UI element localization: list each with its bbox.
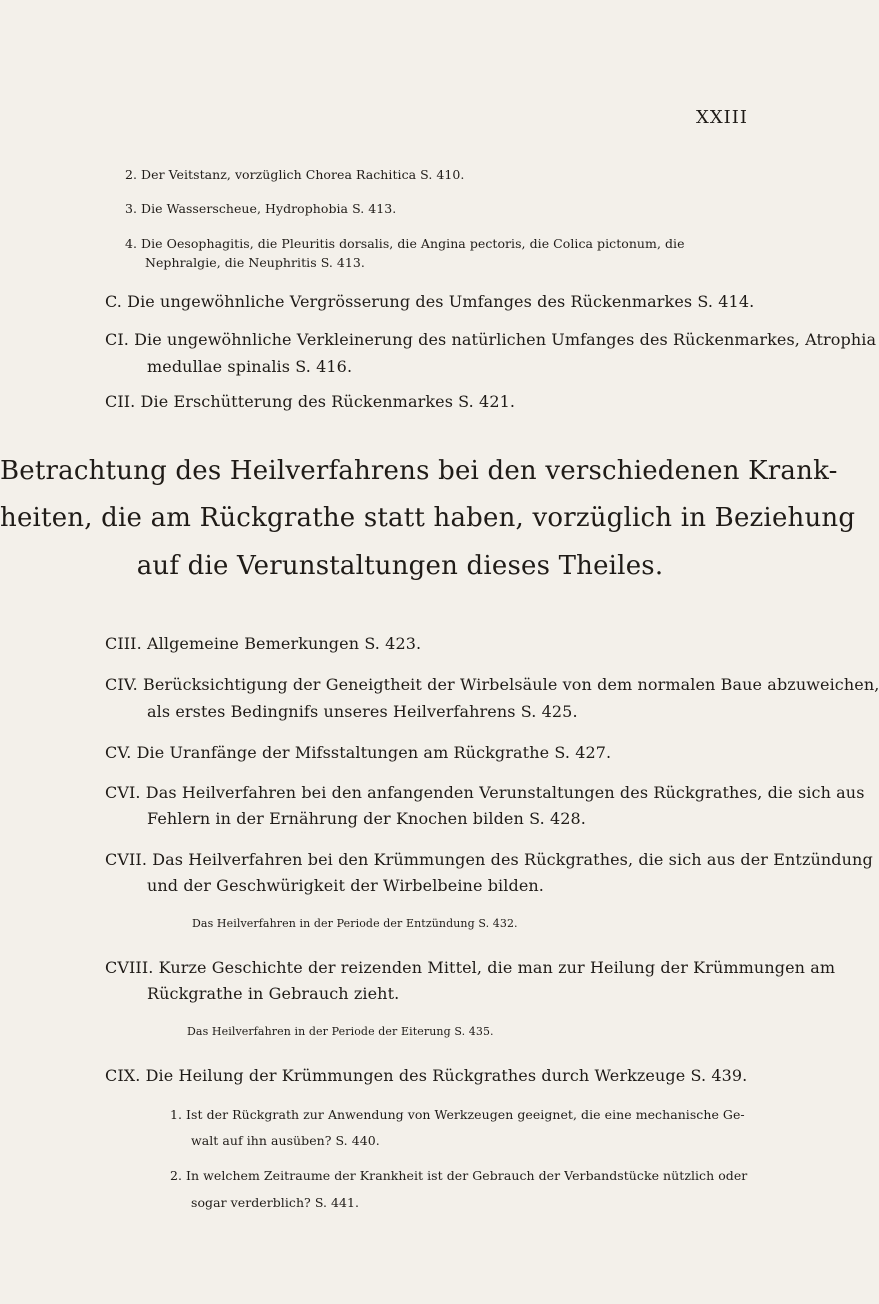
section-civ-line-2: als erstes Bedingnifs unseres Heilverfahrens S. 425.	[147, 702, 578, 721]
page-title-line-1: Betrachtung des Heilverfahrens bei den verschiedenen Krank-	[0, 456, 838, 486]
section-civ-line-1: CIV. Berücksichtigung der Geneigtheit der Wirbelsäule von dem normalen Baue abzuweichen,	[105, 675, 879, 694]
top-item-2: 2. Der Veitstanz, vorzüglich Chorea Rachitica S. 410.	[125, 167, 465, 182]
section-cix-item-1-line-2: walt auf ihn ausüben? S. 440.	[191, 1133, 380, 1148]
top-item-3: 3. Die Wasserscheue, Hydrophobia S. 413.	[125, 201, 397, 216]
section-cix-item-2-line-2: sogar verderblich? S. 441.	[191, 1195, 360, 1210]
section-cviii-subhead: Das Heilverfahren in der Periode der Eiterung S. 435.	[187, 1025, 494, 1038]
section-cii: CII. Die Erschütterung des Rückenmarkes S. 421.	[105, 392, 516, 411]
section-ci-line-1: CI. Die ungewöhnliche Verkleinerung des natürlichen Umfanges des Rückenmarkes, Atrophia	[105, 330, 877, 349]
section-cvii-subhead: Das Heilverfahren in der Periode der Entzündung S. 432.	[192, 917, 518, 930]
page-title-line-3: auf die Verunstaltungen dieses Theiles.	[136, 551, 664, 581]
section-cix: CIX. Die Heilung der Krümmungen des Rückgrathes durch Werkzeuge S. 439.	[105, 1066, 748, 1085]
section-cviii-line-1: CVIII. Kurze Geschichte der reizenden Mittel, die man zur Heilung der Krümmungen am	[105, 958, 836, 977]
section-cvii-line-2: und der Geschwürigkeit der Wirbelbeine bilden.	[147, 876, 544, 895]
section-cv: CV. Die Uranfänge der Mifsstaltungen am Rückgrathe S. 427.	[105, 743, 612, 762]
section-cvi-line-1: CVI. Das Heilverfahren bei den anfangenden Verunstaltungen des Rückgrathes, die sich aus	[105, 783, 865, 802]
top-item-4-line-1: 4. Die Oesophagitis, die Pleuritis dorsalis, die Angina pectoris, die Colica pictonum, die	[125, 236, 685, 251]
section-ciii: CIII. Allgemeine Bemerkungen S. 423.	[105, 634, 422, 653]
top-item-4-line-2: Nephralgie, die Neuphritis S. 413.	[145, 255, 365, 270]
page-number: XXIII	[696, 107, 748, 128]
section-cviii-line-2: Rückgrathe in Gebrauch zieht.	[147, 984, 400, 1003]
section-cix-item-2-line-1: 2. In welchem Zeitraume der Krankheit ist der Gebrauch der Verbandstücke nützlich oder	[170, 1168, 748, 1183]
section-cvii-line-1: CVII. Das Heilverfahren bei den Krümmungen des Rückgrathes, die sich aus der Entzündung	[105, 850, 873, 869]
section-cix-item-1-line-1: 1. Ist der Rückgrath zur Anwendung von Werkzeugen geeignet, die eine mechanische Ge-	[170, 1107, 745, 1122]
section-c: C. Die ungewöhnliche Vergrösserung des Umfanges des Rückenmarkes S. 414.	[105, 292, 755, 311]
section-ci-line-2: medullae spinalis S. 416.	[147, 357, 353, 376]
section-cvi-line-2: Fehlern in der Ernährung der Knochen bilden S. 428.	[147, 809, 586, 828]
page-title-line-2: heiten, die am Rückgrathe statt haben, vorzüglich in Beziehung	[0, 503, 856, 533]
